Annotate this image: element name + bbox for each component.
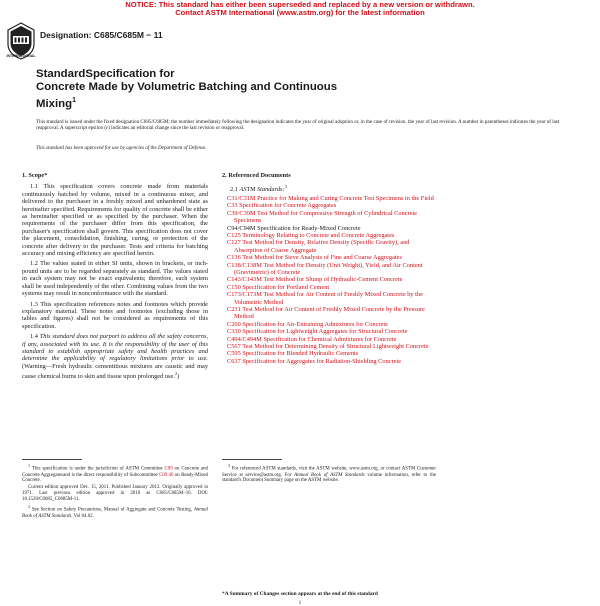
references-sub-footnote-mark: 3	[284, 184, 287, 190]
reference-title-link[interactable]: Test Method for Density (Unit Weight), Yield, and Air Content (Gravimetric) of Concrete	[234, 261, 423, 276]
footnote-1-edition: Current edition approved Dec. 15, 2011. Published January 2012. Originally approved in 1971. Last previous edition approved in 2010 as C685/C685M–10. DOI: 10.1520/C0685_C0685M-11.	[22, 485, 208, 503]
reference-item[interactable]	[222, 358, 436, 365]
summary-of-changes-note: *A Summary of Changes section appears at the end of this standard	[222, 591, 378, 597]
references-subheading	[222, 183, 436, 194]
reference-item[interactable]	[222, 343, 436, 350]
reference-item[interactable]	[222, 336, 436, 343]
scope-paragraph-1-2: 1.2 The values stated in either SI units, shown in brackets, or inch-pound units are to be regarded separately as standard. The values stated in each system may not be exact equivalents; therefore, each system shall be used independently of the other. Combining values from the two systems may result in nonconformance with the standard.	[22, 260, 208, 298]
title-footnote-mark: 1	[72, 97, 76, 104]
committee-c09-link[interactable]: C09	[164, 466, 173, 472]
reference-code-link[interactable]: C567	[227, 343, 241, 351]
references-sub-label: ASTM Standards:	[239, 186, 285, 194]
page-number: 1	[298, 600, 302, 606]
title-line-2: Concrete Made by Volumetric Batching and Continuous	[36, 81, 338, 93]
scope-1-4-warning: (Warning—Fresh hydraulic cementitious mixtures are caustic and may cause chemical burns to skin and tissue upon prolonged use.	[22, 362, 208, 381]
reference-list	[222, 195, 436, 365]
reference-title-link[interactable]: Test Method for Sieve Analysis of Fine and Coarse Aggregates	[242, 254, 402, 262]
footnote-2-italic: Annual Book of ASTM Standards	[22, 507, 208, 519]
reference-code-link[interactable]: C494/C494M	[227, 335, 262, 343]
scope-1-4-footnote-mark: 2	[174, 371, 178, 377]
reference-item[interactable]	[222, 225, 436, 232]
reference-item[interactable]	[222, 239, 436, 254]
footnote-1	[22, 463, 208, 484]
title-line-3	[36, 94, 416, 111]
left-footnotes	[22, 463, 208, 521]
reference-code-link[interactable]: C39/C39M	[227, 209, 256, 217]
reference-title-link[interactable]: Terminology Relating to Concrete and Concrete Aggregates	[242, 231, 395, 239]
reference-item[interactable]	[222, 202, 436, 209]
reference-code-link[interactable]: C595	[227, 350, 241, 358]
footnote-1-mark: 1	[28, 463, 31, 468]
footnote-1-text-b: on Concrete and Concrete Aggregatesand is the direct responsibility of Subcommittee	[22, 466, 208, 478]
scope-section	[22, 172, 208, 384]
footnote-1-text-a: This specification is under the jurisdiction of ASTM Committee	[31, 466, 163, 472]
reference-code-link[interactable]: C33	[227, 202, 238, 210]
footnote-3	[222, 463, 436, 484]
reference-item[interactable]	[222, 291, 436, 306]
references-sub-number: 2.1	[230, 186, 238, 194]
reference-item[interactable]	[222, 276, 436, 283]
reference-item[interactable]	[222, 262, 436, 277]
reference-code-link[interactable]: C136	[227, 254, 241, 262]
scope-1-4-italic: This standard does not purport to address all the safety concerns, if any, associated with its use. It is the responsibility of the user of this standard to establish appropriate safety and health practices and determine the applicability of regulatory limitations prior to use.	[22, 333, 208, 363]
reference-code-link[interactable]: C637	[227, 357, 241, 365]
reference-code-link[interactable]: C150	[227, 283, 241, 291]
reference-item[interactable]	[222, 195, 436, 202]
reference-title-link[interactable]: Specification for Chemical Admixtures for Concrete	[263, 335, 397, 343]
withdrawal-notice	[0, 0, 600, 16]
reference-title-link[interactable]: Practice for Making and Curing Concrete Test Specimens in the Field	[257, 194, 434, 202]
reference-code-link[interactable]: C260	[227, 320, 241, 328]
scope-paragraph-1-4	[22, 333, 208, 381]
footnote-2	[22, 504, 208, 519]
reference-code-link[interactable]: C125	[227, 231, 241, 239]
document-title	[36, 68, 416, 111]
footnote-2-end: , Vol 04.02.	[71, 513, 94, 519]
designation: Designation: C685/C685M − 11	[40, 30, 163, 40]
reference-title-link[interactable]: Test Method for Determining Density of Structural Lightweight Concrete	[242, 343, 429, 351]
scope-1-4-number: 1.4	[30, 333, 38, 341]
reference-code-link[interactable]: C330	[227, 328, 241, 336]
dod-approval-note: This standard has been approved for use by agencies of the Department of Defense.	[36, 145, 207, 151]
reference-code-link[interactable]: C138/C138M	[227, 261, 262, 269]
left-footnote-rule	[22, 459, 82, 460]
reference-item[interactable]	[222, 306, 436, 321]
footnote-3-text-a: For referenced ASTM standards, visit the ASTM website, www.astm.org, or contact ASTM Customer Service at service@astm.org. For	[222, 466, 436, 478]
reference-item[interactable]	[222, 210, 436, 225]
references-heading: 2. Referenced Documents	[222, 172, 291, 179]
reference-item[interactable]	[222, 321, 436, 328]
reference-title-link[interactable]: Specification for Air-Entraining Admixtures for Concrete	[242, 320, 388, 328]
notice-line-2: Contact ASTM International (www.astm.org) for the latest information	[175, 8, 425, 17]
reference-item[interactable]	[222, 284, 436, 291]
standard-issuance-note: This standard is issued under the fixed designation C685/C685M; the number immediately following the designation indicates the year of original adoption or, in the case of revision, the year of last revision. A number in parentheses indicates the year of last reapproval. A superscript epsilon (ε) indicates an editorial change since the last revision or reapproval.	[36, 119, 560, 132]
scope-heading: 1. Scope*	[22, 172, 48, 179]
referenced-documents-section	[222, 172, 436, 365]
reference-title-link[interactable]: Specification for Concrete Aggregates	[239, 202, 337, 210]
reference-title-link[interactable]: Specification for Aggregates for Radiation-Shielding Concrete	[242, 357, 402, 365]
right-footnotes	[222, 463, 436, 485]
reference-title-link[interactable]: Test Method for Air Content of Freshly Mixed Concrete by the Pressure Method	[234, 306, 425, 321]
notice-line-1: NOTICE: This standard has either been superseded and replaced by a new version or withdrawn.	[125, 0, 475, 9]
reference-item[interactable]	[222, 350, 436, 357]
logo-label: INTERNATIONAL	[6, 54, 36, 58]
reference-title-link[interactable]: Specification for Blended Hydraulic Cements	[242, 350, 359, 358]
title-line-1: StandardSpecification for	[36, 68, 175, 80]
reference-title-link[interactable]: Test Method for Density, Relative Density (Specific Gravity), and Absorption of Coarse Aggregate	[234, 239, 410, 254]
reference-code-link[interactable]: C94/C94M	[227, 224, 256, 232]
reference-code-link[interactable]: C127	[227, 239, 241, 247]
scope-paragraph-1-3: 1.3 This specification references notes and footnotes which provide explanatory material. These notes and footnotes (excluding those in tables and figures) shall not be considered as requirements of this specification.	[22, 300, 208, 330]
reference-code-link[interactable]: C143/C143M	[227, 276, 262, 284]
reference-code-link[interactable]: C173/C173M	[227, 291, 262, 299]
footnote-1-text-c: on Ready-Mixed Concrete.	[22, 472, 208, 484]
footnote-2-text: See Section on Safety Precautions, Manual of Aggregate and Concrete Testing,	[31, 507, 193, 513]
reference-item[interactable]	[222, 232, 436, 239]
reference-code-link[interactable]: C231	[227, 306, 241, 314]
right-footnote-rule	[222, 459, 282, 460]
reference-item[interactable]	[222, 328, 436, 335]
footnote-3-mark: 3	[228, 463, 231, 468]
footnote-2-mark: 2	[28, 504, 31, 510]
scope-1-4-end: )	[177, 373, 180, 381]
reference-title-link[interactable]: Test Method for Slump of Hydraulic-Cement Concrete	[263, 276, 403, 284]
footnote-3-italic: Annual Book of ASTM Standards	[294, 472, 365, 478]
reference-title-link[interactable]: Specification for Portland Cement	[242, 283, 330, 291]
subcommittee-c0940-link[interactable]: C09.40	[159, 472, 174, 478]
footnote-3-text-b: volume information, refer to the standard's Document Summary page on the ASTM website.	[222, 472, 437, 484]
reference-code-link[interactable]: C31/C31M	[227, 194, 256, 202]
scope-paragraph-1-1: 1.1 This specification covers concrete made from materials continuously batched by volume, mixed in a continuous mixer, and delivered to the purchaser in a freshly mixed and unhardened state as hereinafter specified. Requirements for quality of concrete shall be either as hereinafter specified or as specified by the purchaser. When the requirements of the purchaser differ from this specification, the purchaser's specification shall govern. This specification does not cover the placement, consolidation, finishing, curing, or protection of the concrete after delivery to the purchaser. Tests and criteria for batching accuracy and mixing efficiency are specified herein.	[22, 183, 208, 258]
reference-item[interactable]	[222, 254, 436, 261]
reference-title-link[interactable]: Specification for Lightweight Aggregates for Structural Concrete	[242, 328, 408, 336]
reference-title-link[interactable]: Test Method for Compressive Strength of Cylindrical Concrete Specimens	[234, 209, 418, 225]
reference-title-link[interactable]: Specification for Ready-Mixed Concrete	[257, 224, 361, 232]
title-line-3-text: Mixing	[36, 97, 73, 110]
reference-title-link[interactable]: Test Method for Air Content of Freshly Mixed Concrete by the Volumetric Method	[234, 291, 423, 306]
